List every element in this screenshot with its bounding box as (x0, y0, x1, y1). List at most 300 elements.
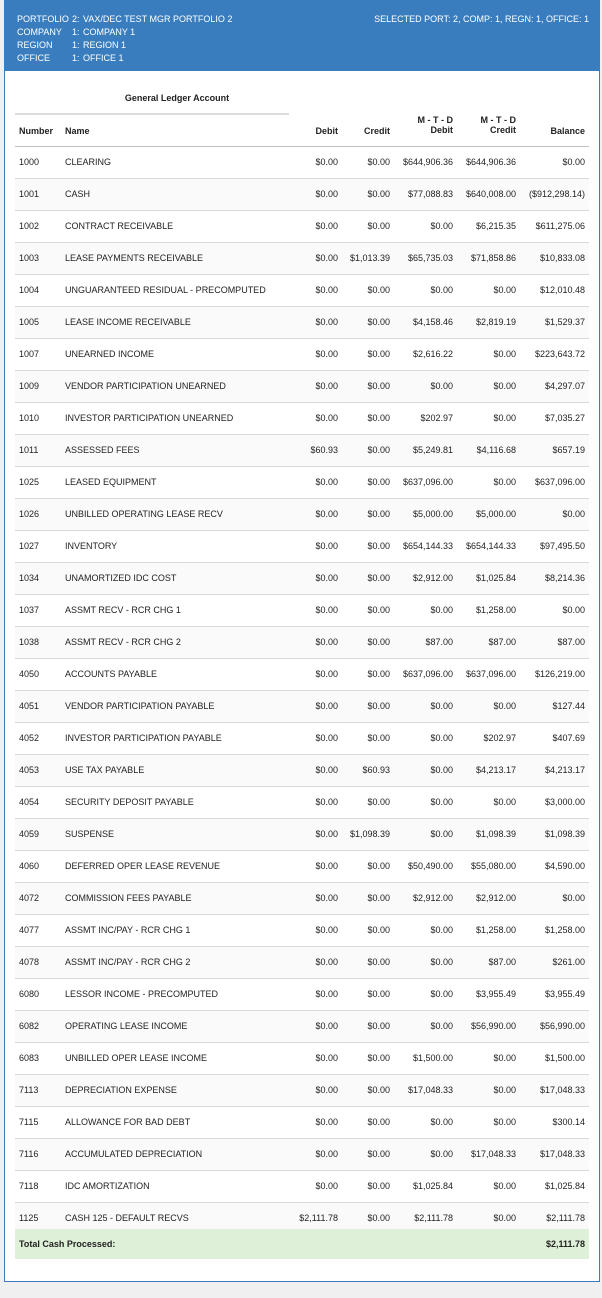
debit-value: $0.00 (315, 317, 338, 327)
account-number: 1005 (19, 317, 40, 327)
account-name: VENDOR PARTICIPATION UNEARNED (65, 381, 226, 391)
credit-value: $0.00 (367, 221, 390, 231)
mtd-debit-value: $0.00 (430, 701, 453, 711)
account-name: CASH 125 - DEFAULT RECVS (65, 1213, 189, 1223)
mtd-credit-value: $0.00 (493, 1053, 516, 1063)
mtd-credit-value: $87.00 (488, 957, 516, 967)
col-header-credit: Credit (363, 126, 390, 136)
total-label: Total Cash Processed: (19, 1239, 116, 1249)
account-number: 1002 (19, 221, 40, 231)
table-row (15, 1139, 589, 1171)
table-row (15, 755, 589, 787)
table-row (15, 211, 589, 243)
credit-value: $0.00 (367, 1117, 390, 1127)
mtd-credit-value: $87.00 (488, 637, 516, 647)
balance-value: $1,098.39 (544, 829, 585, 839)
account-number: 4053 (19, 765, 40, 775)
mtd-credit-value: $2,819.19 (475, 317, 516, 327)
credit-value: $0.00 (367, 189, 390, 199)
balance-value: $0.00 (562, 605, 585, 615)
mtd-debit-value: $17,048.33 (407, 1085, 453, 1095)
account-number: 4052 (19, 733, 40, 743)
account-number: 6080 (19, 989, 40, 999)
credit-value: $0.00 (367, 573, 390, 583)
debit-value: $0.00 (315, 957, 338, 967)
table-row (15, 723, 589, 755)
debit-value: $0.00 (315, 1085, 338, 1095)
table-row (15, 467, 589, 499)
balance-value: $1,258.00 (544, 925, 585, 935)
account-name: ASSESSED FEES (65, 445, 140, 455)
table-row (15, 563, 589, 595)
credit-value: $0.00 (367, 1085, 390, 1095)
account-number: 4078 (19, 957, 40, 967)
credit-value: $60.93 (362, 765, 390, 775)
account-number: 4059 (19, 829, 40, 839)
account-name: CONTRACT RECEIVABLE (65, 221, 174, 231)
balance-value: $4,297.07 (544, 381, 585, 391)
mtd-debit-value: $5,000.00 (412, 509, 453, 519)
account-number: 1125 (19, 1213, 39, 1223)
balance-value: $4,590.00 (544, 861, 585, 871)
account-name: INVESTOR PARTICIPATION UNEARNED (65, 413, 234, 423)
debit-value: $0.00 (315, 413, 338, 423)
gl-report-panel (4, 0, 600, 1282)
mtd-debit-value: $644,906.36 (402, 157, 453, 167)
col-header-debit: Debit (315, 126, 338, 136)
debit-value: $0.00 (315, 541, 338, 551)
balance-value: $407.69 (552, 733, 585, 743)
mtd-debit-value: $65,735.03 (407, 253, 453, 263)
credit-value: $0.00 (367, 797, 390, 807)
account-number: 1034 (19, 573, 40, 583)
account-name: IDC AMORTIZATION (65, 1181, 150, 1191)
table-row (15, 979, 589, 1011)
mtd-credit-value: $0.00 (493, 1117, 516, 1127)
credit-value: $0.00 (367, 349, 390, 359)
table-row (15, 819, 589, 851)
mtd-debit-value: $0.00 (430, 1117, 453, 1127)
credit-value: $0.00 (367, 957, 390, 967)
account-name: ACCUMULATED DEPRECIATION (65, 1149, 203, 1159)
debit-value: $0.00 (315, 253, 338, 263)
portfolio-num: 2: (72, 14, 80, 24)
balance-value: $1,500.00 (544, 1053, 585, 1063)
mtd-credit-value: $1,025.84 (475, 573, 516, 583)
balance-value: $637,096.00 (534, 477, 585, 487)
balance-value: $97,495.50 (539, 541, 585, 551)
table-row (15, 787, 589, 819)
account-number: 6083 (19, 1053, 40, 1063)
region-label: REGION (17, 40, 53, 50)
debit-value: $0.00 (315, 701, 338, 711)
col-header-mtd-debit-line2: Debit (430, 125, 453, 135)
account-number: 7118 (19, 1181, 39, 1191)
mtd-debit-value: $4,158.46 (412, 317, 453, 327)
company-value: COMPANY 1 (83, 27, 136, 37)
account-number: 6082 (19, 1021, 40, 1031)
account-name: UNBILLED OPER LEASE INCOME (65, 1053, 208, 1063)
debit-value: $0.00 (315, 477, 338, 487)
balance-value: ($912,298.14) (528, 189, 585, 199)
account-name: INVESTOR PARTICIPATION PAYABLE (65, 733, 222, 743)
credit-value: $0.00 (367, 701, 390, 711)
debit-value: $0.00 (315, 637, 338, 647)
account-name: UNBILLED OPERATING LEASE RECV (65, 509, 223, 519)
account-number: 1025 (19, 477, 40, 487)
report-header (5, 1, 599, 71)
table-row (15, 179, 589, 211)
mtd-debit-value: $0.00 (430, 1149, 453, 1159)
balance-value: $2,111.78 (546, 1213, 585, 1223)
account-number: 1011 (19, 445, 39, 455)
account-name: LEASE PAYMENTS RECEIVABLE (65, 253, 204, 263)
account-name: COMMISSION FEES PAYABLE (65, 893, 192, 903)
balance-value: $3,000.00 (544, 797, 585, 807)
account-number: 1004 (19, 285, 40, 295)
table-row (15, 275, 589, 307)
mtd-debit-value: $50,490.00 (407, 861, 453, 871)
mtd-debit-value: $0.00 (430, 221, 453, 231)
credit-value: $0.00 (367, 1213, 390, 1223)
mtd-credit-value: $0.00 (493, 1213, 516, 1223)
selected-summary: SELECTED PORT: 2, COMP: 1, REGN: 1, OFFICE: 1 (374, 14, 589, 24)
mtd-debit-value: $1,025.84 (412, 1181, 453, 1191)
mtd-debit-value: $0.00 (430, 829, 453, 839)
debit-value: $60.93 (310, 445, 338, 455)
credit-value: $0.00 (367, 1053, 390, 1063)
account-number: 1003 (19, 253, 40, 263)
account-name: LEASE INCOME RECEIVABLE (65, 317, 191, 327)
debit-value: $0.00 (315, 381, 338, 391)
credit-value: $0.00 (367, 893, 390, 903)
account-name: ASSMT RECV - RCR CHG 2 (65, 637, 181, 647)
balance-value: $0.00 (562, 157, 585, 167)
mtd-debit-value: $2,912.00 (412, 893, 453, 903)
mtd-credit-value: $6,215.35 (475, 221, 516, 231)
col-header-mtd-debit (418, 115, 454, 145)
mtd-credit-value: $3,955.49 (475, 989, 516, 999)
table-row (15, 691, 589, 723)
mtd-debit-value: $0.00 (430, 925, 453, 935)
mtd-debit-value: $202.97 (420, 413, 453, 423)
account-name: INVENTORY (65, 541, 118, 551)
mtd-debit-value: $77,088.83 (407, 189, 453, 199)
debit-value: $0.00 (315, 1021, 338, 1031)
table-row (15, 947, 589, 979)
balance-value: $223,643.72 (534, 349, 585, 359)
mtd-credit-value: $0.00 (493, 349, 516, 359)
total-value: $2,111.78 (545, 1239, 585, 1249)
account-number: 4050 (19, 669, 40, 679)
table-row (15, 627, 589, 659)
company-label: COMPANY (17, 27, 62, 37)
account-number: 1027 (19, 541, 40, 551)
credit-value: $0.00 (367, 285, 390, 295)
mtd-debit-value: $87.00 (425, 637, 453, 647)
balance-value: $3,955.49 (544, 989, 585, 999)
account-number: 1026 (19, 509, 40, 519)
credit-value: $0.00 (367, 413, 390, 423)
mtd-credit-value: $56,990.00 (470, 1021, 516, 1031)
mtd-credit-value: $0.00 (493, 285, 516, 295)
account-name: VENDOR PARTICIPATION PAYABLE (65, 701, 215, 711)
credit-value: $1,098.39 (349, 829, 390, 839)
account-number: 1009 (19, 381, 40, 391)
mtd-credit-value: $0.00 (493, 477, 516, 487)
mtd-debit-value: $0.00 (430, 797, 453, 807)
balance-value: $12,010.48 (539, 285, 585, 295)
portfolio-value: VAX/DEC TEST MGR PORTFOLIO 2 (83, 14, 233, 24)
balance-value: $126,219.00 (534, 669, 585, 679)
col-header-mtd-credit (481, 115, 517, 145)
debit-value: $0.00 (315, 765, 338, 775)
account-name: DEFERRED OPER LEASE REVENUE (65, 861, 221, 871)
debit-value: $0.00 (315, 1181, 338, 1191)
mtd-credit-value: $0.00 (493, 1181, 516, 1191)
mtd-credit-value: $17,048.33 (470, 1149, 516, 1159)
account-number: 1007 (19, 349, 40, 359)
account-number: 1010 (19, 413, 40, 423)
mtd-credit-value: $5,000.00 (475, 509, 516, 519)
mtd-credit-value: $0.00 (493, 381, 516, 391)
table-row (15, 915, 589, 947)
col-header-mtd-credit-line1: M - T - D (480, 115, 516, 125)
balance-value: $4,213.17 (544, 765, 585, 775)
debit-value: $0.00 (315, 989, 338, 999)
balance-value: $261.00 (552, 957, 585, 967)
mtd-debit-value: $2,912.00 (412, 573, 453, 583)
account-name: ACCOUNTS PAYABLE (65, 669, 158, 679)
region-num: 1: (72, 40, 80, 50)
account-name: LEASED EQUIPMENT (65, 477, 157, 487)
debit-value: $0.00 (315, 829, 338, 839)
debit-value: $0.00 (315, 573, 338, 583)
company-num: 1: (72, 27, 80, 37)
table-row (15, 147, 589, 179)
debit-value: $0.00 (315, 221, 338, 231)
mtd-credit-value: $55,080.00 (470, 861, 516, 871)
mtd-credit-value: $4,116.68 (476, 445, 516, 455)
credit-value: $0.00 (367, 989, 390, 999)
debit-value: $0.00 (315, 893, 338, 903)
balance-value: $1,529.37 (544, 317, 585, 327)
account-number: 7115 (19, 1117, 39, 1127)
debit-value: $0.00 (315, 509, 338, 519)
mtd-debit-value: $654,144.33 (402, 541, 453, 551)
balance-value: $300.14 (552, 1117, 585, 1127)
account-name: SECURITY DEPOSIT PAYABLE (65, 797, 194, 807)
table-row (15, 595, 589, 627)
mtd-credit-value: $637,096.00 (465, 669, 516, 679)
mtd-debit-value: $5,249.81 (412, 445, 453, 455)
credit-value: $0.00 (367, 1149, 390, 1159)
credit-value: $0.00 (367, 637, 390, 647)
region-value: REGION 1 (83, 40, 127, 50)
account-number: 7113 (19, 1085, 39, 1095)
account-name: UNEARNED INCOME (65, 349, 155, 359)
table-row (15, 243, 589, 275)
credit-value: $0.00 (367, 381, 390, 391)
credit-value: $0.00 (367, 605, 390, 615)
col-header-mtd-debit-line1: M - T - D (417, 115, 453, 125)
account-name: ALLOWANCE FOR BAD DEBT (65, 1117, 191, 1127)
mtd-credit-value: $71,858.86 (470, 253, 516, 263)
table-row (15, 851, 589, 883)
portfolio-label: PORTFOLIO (17, 14, 69, 24)
balance-value: $1,025.84 (544, 1181, 585, 1191)
mtd-debit-value: $0.00 (430, 605, 453, 615)
account-number: 1037 (19, 605, 40, 615)
group-divider (15, 113, 289, 115)
table-row (15, 435, 589, 467)
mtd-debit-value: $0.00 (430, 957, 453, 967)
credit-value: $0.00 (367, 925, 390, 935)
col-header-balance: Balance (550, 126, 585, 136)
balance-value: $0.00 (562, 509, 585, 519)
debit-value: $0.00 (315, 925, 338, 935)
table-row (15, 403, 589, 435)
balance-value: $8,214.36 (544, 573, 585, 583)
mtd-debit-value: $0.00 (430, 381, 453, 391)
table-row (15, 659, 589, 691)
credit-value: $0.00 (367, 1021, 390, 1031)
mtd-debit-value: $1,500.00 (412, 1053, 453, 1063)
mtd-credit-value: $1,258.00 (475, 605, 516, 615)
mtd-debit-value: $0.00 (430, 989, 453, 999)
account-name: USE TAX PAYABLE (65, 765, 145, 775)
credit-value: $0.00 (367, 733, 390, 743)
table-row (15, 1107, 589, 1139)
account-name: ASSMT INC/PAY - RCR CHG 2 (65, 957, 191, 967)
account-name: UNAMORTIZED IDC COST (65, 573, 177, 583)
account-number: 4051 (19, 701, 40, 711)
account-number: 4054 (19, 797, 40, 807)
account-name: LESSOR INCOME - PRECOMPUTED (65, 989, 219, 999)
mtd-credit-value: $4,213.17 (475, 765, 516, 775)
debit-value: $0.00 (315, 189, 338, 199)
balance-value: $0.00 (562, 893, 585, 903)
balance-value: $87.00 (557, 637, 585, 647)
col-header-number: Number (19, 126, 54, 136)
mtd-debit-value: $637,096.00 (402, 669, 453, 679)
balance-value: $56,990.00 (539, 1021, 585, 1031)
account-number: 1001 (19, 189, 40, 199)
total-row (15, 1229, 589, 1259)
credit-value: $0.00 (367, 509, 390, 519)
mtd-credit-value: $1,098.39 (475, 829, 516, 839)
account-name: UNGUARANTEED RESIDUAL - PRECOMPUTED (65, 285, 266, 295)
mtd-debit-value: $0.00 (430, 285, 453, 295)
table-row (15, 371, 589, 403)
table-row (15, 531, 589, 563)
table-row (15, 499, 589, 531)
credit-value: $0.00 (367, 157, 390, 167)
balance-value: $17,048.33 (539, 1149, 585, 1159)
account-number: 4077 (19, 925, 40, 935)
account-name: SUSPENSE (65, 829, 115, 839)
account-number: 4060 (19, 861, 40, 871)
mtd-credit-value: $0.00 (493, 797, 516, 807)
gl-table-body (15, 147, 589, 1235)
debit-value: $0.00 (315, 1117, 338, 1127)
account-name: CASH (65, 189, 91, 199)
mtd-debit-value: $0.00 (430, 765, 453, 775)
balance-value: $10,833.08 (539, 253, 585, 263)
mtd-debit-value: $2,616.22 (412, 349, 453, 359)
debit-value: $0.00 (315, 1053, 338, 1063)
mtd-credit-value: $644,906.36 (465, 157, 516, 167)
balance-value: $611,275.06 (535, 221, 585, 231)
account-number: 7116 (19, 1149, 39, 1159)
credit-value: $0.00 (367, 541, 390, 551)
mtd-credit-value: $202.97 (483, 733, 516, 743)
mtd-debit-value: $2,111.78 (414, 1213, 453, 1223)
account-name: DEPRECIATION EXPENSE (65, 1085, 177, 1095)
credit-value: $0.00 (367, 445, 390, 455)
mtd-credit-value: $2,912.00 (475, 893, 516, 903)
table-row (15, 883, 589, 915)
table-row (15, 307, 589, 339)
account-name: ASSMT RECV - RCR CHG 1 (65, 605, 181, 615)
debit-value: $2,111.78 (299, 1213, 338, 1223)
office-label: OFFICE (17, 53, 50, 63)
office-num: 1: (72, 53, 80, 63)
debit-value: $0.00 (315, 733, 338, 743)
debit-value: $0.00 (315, 285, 338, 295)
credit-value: $0.00 (367, 477, 390, 487)
mtd-debit-value: $0.00 (430, 733, 453, 743)
account-number: 1038 (19, 637, 40, 647)
mtd-credit-value: $0.00 (493, 701, 516, 711)
mtd-credit-value: $1,258.00 (475, 925, 516, 935)
debit-value: $0.00 (315, 669, 338, 679)
balance-value: $127.44 (552, 701, 585, 711)
debit-value: $0.00 (315, 349, 338, 359)
credit-value: $0.00 (367, 669, 390, 679)
table-row (15, 1075, 589, 1107)
mtd-credit-value: $0.00 (493, 413, 516, 423)
account-name: ASSMT INC/PAY - RCR CHG 1 (65, 925, 191, 935)
debit-value: $0.00 (315, 797, 338, 807)
gl-account-group-title: General Ledger Account (124, 93, 230, 103)
balance-value: $657.19 (552, 445, 585, 455)
debit-value: $0.00 (315, 157, 338, 167)
account-name: OPERATING LEASE INCOME (65, 1021, 188, 1031)
balance-value: $17,048.33 (539, 1085, 585, 1095)
account-number: 1000 (19, 157, 40, 167)
debit-value: $0.00 (315, 605, 338, 615)
credit-value: $1,013.39 (349, 253, 390, 263)
debit-value: $0.00 (315, 861, 338, 871)
account-name: CLEARING (65, 157, 112, 167)
office-value: OFFICE 1 (83, 53, 124, 63)
col-header-mtd-credit-line2: Credit (489, 125, 516, 135)
col-header-name: Name (65, 126, 90, 136)
mtd-debit-value: $637,096.00 (402, 477, 453, 487)
table-row (15, 1171, 589, 1203)
table-row (15, 1043, 589, 1075)
credit-value: $0.00 (367, 1181, 390, 1191)
mtd-credit-value: $654,144.33 (465, 541, 516, 551)
credit-value: $0.00 (367, 317, 390, 327)
table-row (15, 339, 589, 371)
table-row (15, 1011, 589, 1043)
credit-value: $0.00 (367, 861, 390, 871)
mtd-credit-value: $640,008.00 (465, 189, 516, 199)
mtd-credit-value: $0.00 (493, 1085, 516, 1095)
debit-value: $0.00 (315, 1149, 338, 1159)
